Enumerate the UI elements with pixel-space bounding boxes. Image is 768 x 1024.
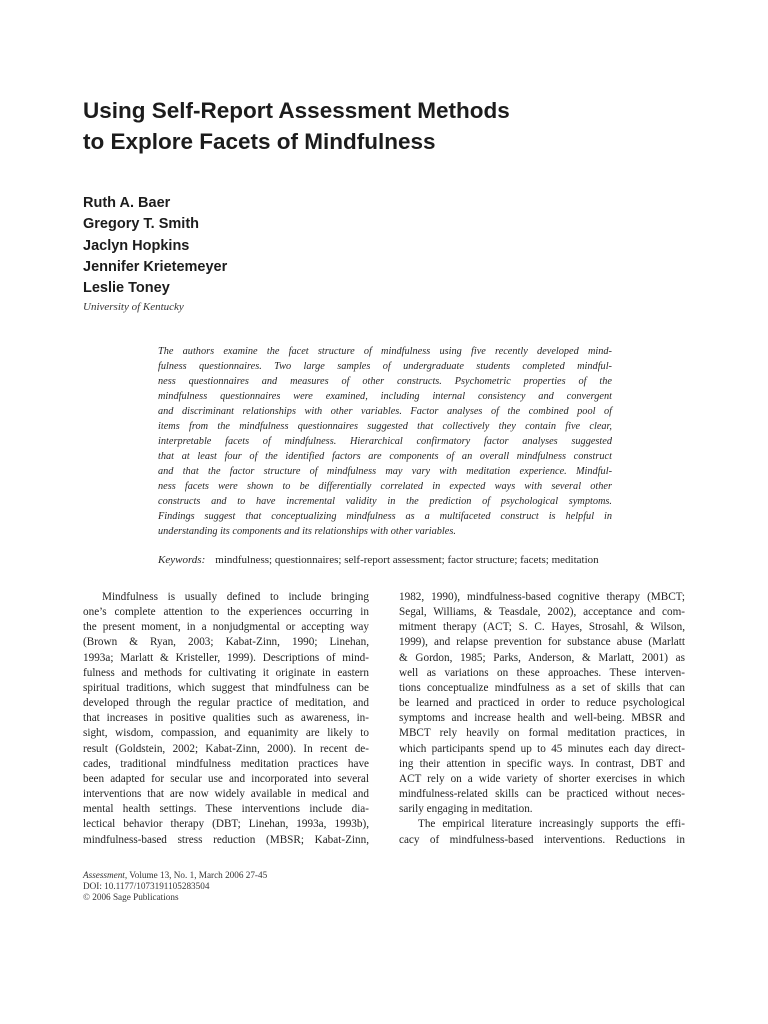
body-line: which participants spend up to 45 minutes each day direct- <box>399 742 685 755</box>
title-line-1: Using Self-Report Assessment Methods <box>83 98 510 123</box>
body-line: Segal, Williams, & Teasdale, 2002), acceptance and com- <box>399 606 685 619</box>
doi: DOI: 10.1177/1073191105283504 <box>83 881 210 892</box>
abstract-line: The authors examine the facet structure of mindfulness using five recently developed mind- <box>158 346 612 357</box>
abstract-line: ness questionnaires and measures of other constructs. Psychometric properties of the <box>158 376 612 387</box>
body-line: developed through the regular practice of meditation, and <box>83 697 369 710</box>
body-line: 1982, 1990), mindfulness-based cognitive therapy (MBCT; <box>399 591 685 603</box>
body-line: tions conceptualize mindfulness as a set of skills that can <box>399 681 685 694</box>
body-line: ing their attention in specific ways. In contrast, DBT and <box>399 757 685 770</box>
body-line: Mindfulness is usually defined to include bringing <box>102 591 369 603</box>
author-name: Leslie Toney <box>83 280 170 297</box>
body-line: the present moment, in a nonjudgmental or accepting way <box>83 621 369 634</box>
abstract-line: understanding its components and its relationships with other variables. <box>158 526 456 537</box>
author-name: Jaclyn Hopkins <box>83 237 190 254</box>
abstract-line: that at least four of the identified factors are components of an overall mindfulness construct <box>158 451 612 462</box>
body-line: (Brown & Ryan, 2003; Kabat-Zinn, 1990; Linehan, <box>83 636 369 649</box>
body-line: mental health settings. These interventions include dia- <box>83 803 369 816</box>
body-line: result (Goldstein, 2002; Kabat-Zinn, 2000). In recent de- <box>83 742 369 755</box>
abstract-line: fulness questionnaires. Two large samples of undergraduate students completed mindful- <box>158 361 612 372</box>
body-line: symptoms and increase health and well-being. MBSR and <box>399 712 685 725</box>
body-line: be learned and practiced in order to reduce psychological <box>399 697 685 710</box>
abstract-line: and that the factor structure of mindfulness may vary with meditation experience. Mindful- <box>158 466 612 477</box>
abstract <box>158 344 612 539</box>
author-list <box>83 193 227 299</box>
copyright: © 2006 Sage Publications <box>83 892 179 903</box>
body-line: & Gordon, 1985; Parks, Anderson, & Marlatt, 2001) as <box>399 651 685 664</box>
body-line: sarily engaging in meditation. <box>399 803 533 816</box>
body-line: lectical behavior therapy (DBT; Linehan, 1993a, 1993b), <box>83 818 369 831</box>
body-line: cacy of mindfulness-based interventions. Reductions in <box>399 833 685 846</box>
footer-citation <box>83 870 267 904</box>
abstract-line: items from the mindfulness questionnaires suggested that collectively they contain five clear, <box>158 421 612 432</box>
body-line: mitment therapy (ACT; S. C. Hayes, Strosahl, & Wilson, <box>399 621 685 634</box>
body-line: spiritual traditions, which suggest that mindfulness can be <box>83 681 369 694</box>
body-line: that increases in positive qualities such as awareness, in- <box>83 712 369 725</box>
body-line: cades, traditional mindfulness meditation practices have <box>83 757 369 770</box>
abstract-line: constructs and to have incremental validity in the prediction of psychological symptoms. <box>158 496 612 507</box>
journal-volume: Volume 13, No. 1, March 2006 27-45 <box>127 870 268 880</box>
body-column-right <box>399 590 685 848</box>
article-title <box>83 95 703 157</box>
body-line: 1993a; Marlatt & Kristeller, 1999). Descriptions of mind- <box>83 651 369 664</box>
body-column-left <box>83 590 369 848</box>
journal-line <box>83 870 267 881</box>
affiliation: University of Kentucky <box>83 301 184 313</box>
abstract-line: and discriminant relationships with other variables. Factor analyses of the combined pool of <box>158 406 612 417</box>
body-line: interventions that are now widely available in medical and <box>83 788 369 801</box>
journal-name: Assessment, <box>83 870 128 880</box>
body-line: The empirical literature increasingly supports the effi- <box>418 818 685 831</box>
body-line: one’s complete attention to the experiences occurring in <box>83 606 369 619</box>
body-line: well as variations on these approaches. These interven- <box>399 666 685 679</box>
body-line: MBCT rely heavily on formal meditation practices, in <box>399 727 685 740</box>
title-line-2: to Explore Facets of Mindfulness <box>83 129 436 154</box>
body-line: mindfulness-related skills can be practiced without neces- <box>399 788 685 801</box>
body-line: been adapted for secular use and incorporated into several <box>83 772 369 785</box>
abstract-line: mindfulness questionnaires were examined, including internal consistency and convergent <box>158 391 612 402</box>
body-line: 1999), and relapse prevention for substance abuse (Marlatt <box>399 636 685 649</box>
body-line: fulness and methods for cultivating it originate in eastern <box>83 666 369 679</box>
author-name: Ruth A. Baer <box>83 195 171 211</box>
author-name: Gregory T. Smith <box>83 216 200 233</box>
body-line: sight, wisdom, compassion, and equanimity are likely to <box>83 727 369 740</box>
body-line: ACT rely on a wide variety of shorter exercises in which <box>399 772 685 785</box>
keywords <box>158 553 599 567</box>
keywords-text: mindfulness; questionnaires; self-report assessment; factor structure; facets; meditation <box>215 554 599 566</box>
abstract-line: Findings suggest that conceptualizing mindfulness as a multifaceted construct is helpful in <box>158 511 612 522</box>
author-name: Jennifer Krietemeyer <box>83 258 228 275</box>
keywords-label: Keywords: <box>158 554 206 566</box>
abstract-line: ness facets were shown to be differentially correlated in expected ways with several other <box>158 481 612 492</box>
abstract-line: interpretable facets of mindfulness. Hierarchical confirmatory factor analyses suggested <box>158 436 612 447</box>
body-line: mindfulness-based stress reduction (MBSR; Kabat-Zinn, <box>83 833 369 846</box>
